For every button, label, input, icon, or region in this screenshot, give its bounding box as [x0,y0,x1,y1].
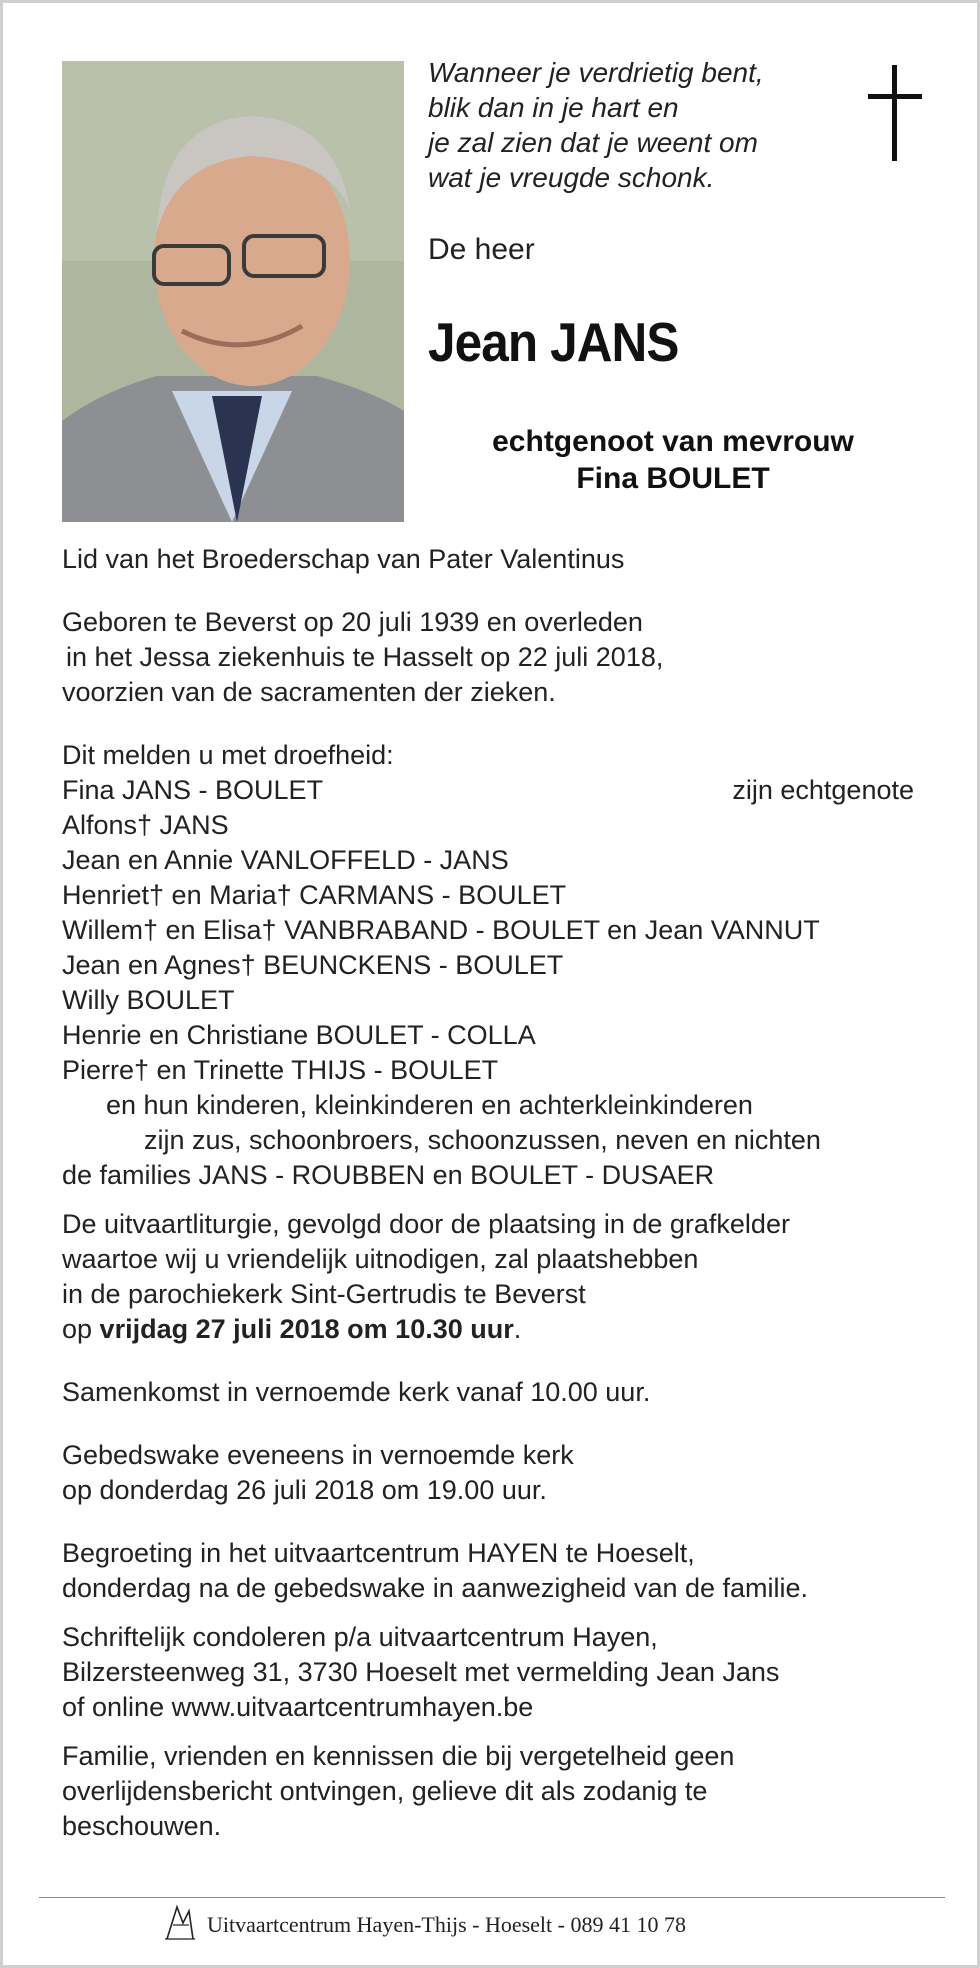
salutation: De heer [428,233,535,266]
funeral-line: De uitvaartliturgie, gevolgd door de plaatsing in de grafkelder [62,1209,790,1239]
funeral-date: vrijdag 27 juli 2018 om 10.30 uur [99,1314,514,1344]
funeral-date-prefix: op [62,1314,100,1344]
closing-line: overlijdensbericht ontvingen, gelieve dit als zodanig te [62,1776,708,1806]
mourner-name: Jean en Agnes† BEUNCKENS - BOULET [62,950,564,980]
funeral-home-logo-icon [163,1903,197,1947]
portrait-photo [62,61,404,522]
condolence-line: of online www.uitvaartcentrumhayen.be [62,1692,534,1722]
mourner-row [62,773,914,808]
closing-line: beschouwen. [62,1811,222,1841]
mourner-role: zijn echtgenote [732,775,914,805]
poem-line: Wanneer je verdrietig bent, [428,57,764,88]
membership: Lid van het Broederschap van Pater Valentinus [62,544,625,574]
obituary-body [62,542,942,1844]
mourners-families: de families JANS - ROUBBEN en BOULET - DUSAER [62,1160,715,1190]
poem-line: blik dan in je hart en [428,92,679,123]
gathering-info: Samenkomst in vernoemde kerk vanaf 10.00 uur. [62,1377,651,1407]
mourners-relatives: zijn zus, schoonbroers, schoonzussen, neven en nichten [144,1125,821,1155]
deceased-name: Jean JANS [428,311,679,373]
mourner-name: Henrie en Christiane BOULET - COLLA [62,1020,536,1050]
wake-line: Gebedswake eveneens in vernoemde kerk [62,1440,574,1470]
wake-line: op donderdag 26 juli 2018 om 19.00 uur. [62,1475,547,1505]
spouse-info [428,423,918,497]
mourner-name: Jean en Annie VANLOFFELD - JANS [62,845,509,875]
mourners-intro: Dit melden u met droefheid: [62,740,394,770]
funeral-line: waartoe wij u vriendelijk uitnodigen, zal plaatshebben [62,1244,699,1274]
footer-divider [39,1897,945,1898]
cross-icon [865,65,925,170]
poem-line: wat je vreugde schonk. [428,162,715,193]
greeting-line: donderdag na de gebedswake in aanwezigheid van de familie. [62,1573,809,1603]
funeral-line: in de parochiekerk Sint-Gertrudis te Beverst [62,1279,586,1309]
mourners-children: en hun kinderen, kleinkinderen en achterkleinkinderen [106,1090,753,1120]
condolence-line: Schriftelijk condoleren p/a uitvaartcentrum Hayen, [62,1622,658,1652]
birth-death-line: in het Jessa ziekenhuis te Hasselt op 22 juli 2018, [66,642,664,672]
mourner-name: Fina JANS - BOULET [62,775,324,805]
mourner-name: Alfons† JANS [62,810,229,840]
footer [163,1905,686,1945]
mourner-name: Henriet† en Maria† CARMANS - BOULET [62,880,567,910]
closing-line: Familie, vrienden en kennissen die bij vergetelheid geen [62,1741,735,1771]
birth-death-line: voorzien van de sacramenten der zieken. [62,677,556,707]
spouse-line: echtgenoot van mevrouw [492,425,854,458]
footer-text: Uitvaartcentrum Hayen-Thijs - Hoeselt - 089 41 10 78 [207,1912,686,1937]
mourner-name: Willy BOULET [62,985,235,1015]
mourner-name: Willem† en Elisa† VANBRABAND - BOULET en Jean VANNUT [62,915,820,945]
condolence-line: Bilzersteenweg 31, 3730 Hoeselt met vermelding Jean Jans [62,1657,780,1687]
mourner-name: Pierre† en Trinette THIJS - BOULET [62,1055,499,1085]
spouse-name: Fina BOULET [576,462,770,495]
birth-death-line: Geboren te Beverst op 20 juli 1939 en overleden [62,607,643,637]
funeral-date-line [62,1312,942,1347]
funeral-date-suffix: . [513,1314,522,1344]
poem-line: je zal zien dat je weent om [428,127,758,158]
poem [428,55,868,195]
greeting-line: Begroeting in het uitvaartcentrum HAYEN te Hoeselt, [62,1538,695,1568]
